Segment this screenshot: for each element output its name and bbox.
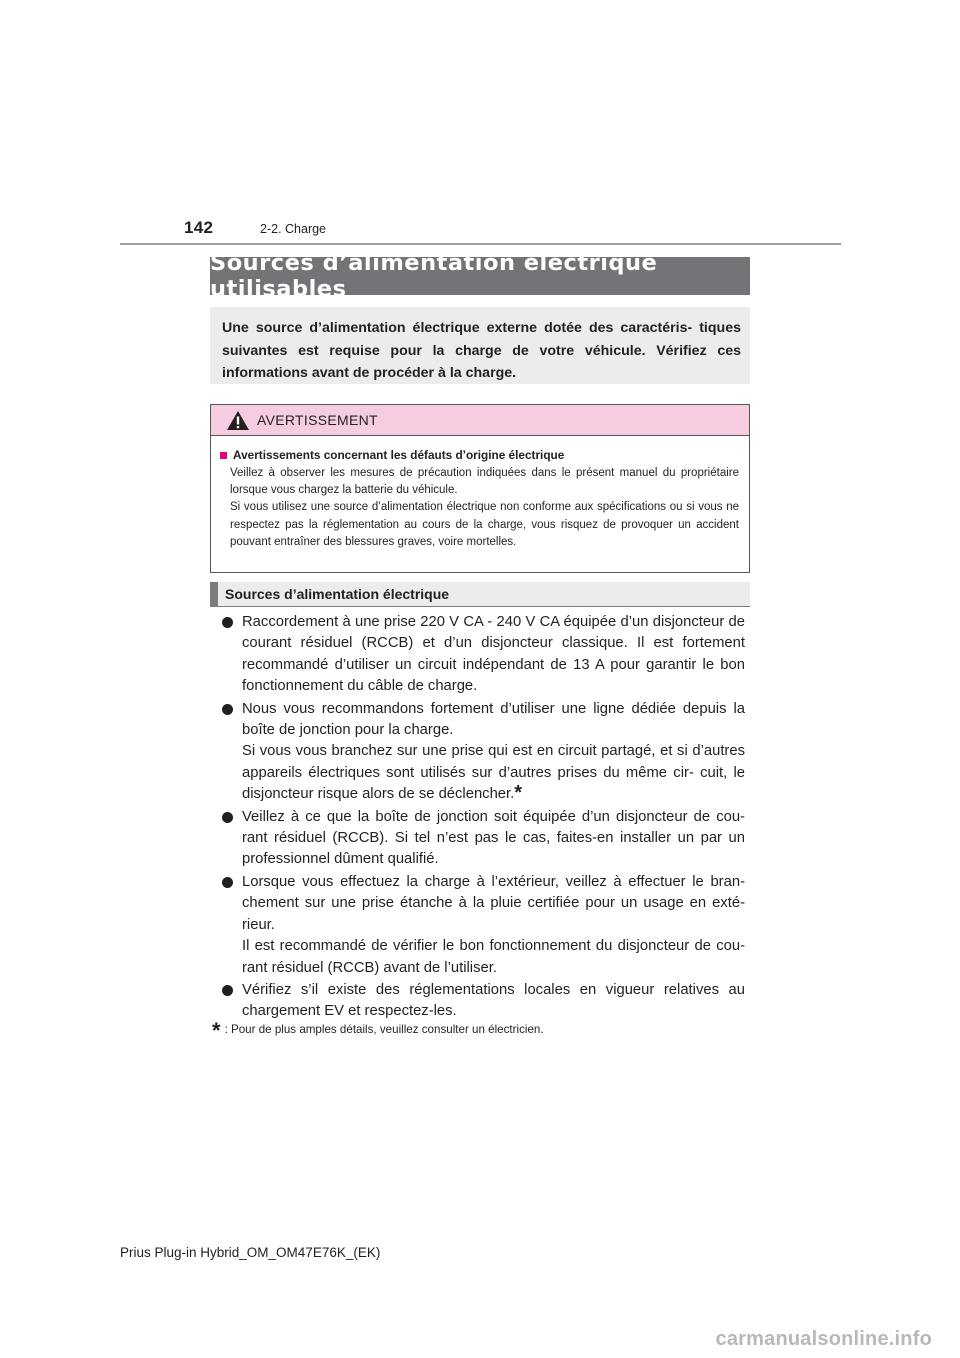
section-label: 2-2. Charge	[260, 222, 327, 236]
warning-title: AVERTISSEMENT	[257, 412, 378, 428]
bullet-dot-icon	[222, 812, 233, 823]
watermark: carmanualsonline.info	[715, 1328, 932, 1350]
header-rule	[120, 243, 841, 245]
subsection-marker	[210, 582, 218, 607]
list-item	[222, 980, 745, 1023]
list-item	[222, 872, 745, 979]
footer-model: Prius Plug-in Hybrid_OM_OM47E76K_(EK)	[120, 1245, 381, 1260]
intro-text: Une source d’alimentation électrique externe dotée des caractéris- tiques suivantes est requise pour la charge de votre véhicule. Vérifiez ces informations avant de procéder à la charge.	[222, 320, 741, 381]
list-item-text: Lorsque vous effectuez la charge à l’extérieur, veillez à effectuer le bran- chement sur une prise étanche à la pluie certifiée pour un usage en exté- rieur.	[242, 873, 745, 933]
footnote: * : Pour de plus amples détails, veuillez consulter un électricien.	[212, 1017, 544, 1043]
subsection-heading	[210, 582, 750, 607]
intro-box	[210, 307, 750, 384]
square-bullet-icon	[220, 452, 227, 459]
list-item-text-continued	[242, 741, 745, 805]
list-item-text: Nous vous recommandons fortement d’utiliser une ligne dédiée depuis la boîte de jonction pour la charge.	[242, 700, 745, 739]
warning-body	[211, 436, 749, 551]
warning-subhead	[220, 448, 739, 462]
subsection-label: Sources d’alimentation électrique	[225, 586, 450, 602]
warning-header	[211, 405, 749, 436]
list-item	[222, 699, 745, 806]
list-item	[222, 807, 745, 871]
warning-paragraph-2: Si vous utilisez une source d’alimentation électrique non conforme aux spécifications ou si vous ne respectez pas la réglementation au cours de la charge, vous risquez de provoquer un accident pouvant entraîner des blessures graves, voire mortelles.	[230, 501, 739, 548]
list-item-text-continued: Il est recommandé de vérifier le bon fonctionnement du disjoncteur de cou- rant résiduel (RCCB) avant de l’utiliser.	[242, 938, 745, 976]
list-item-text: Vérifiez s’il existe des réglementations locales en vigueur relatives au chargement EV et respectez-les.	[242, 981, 745, 1020]
list-item-text: Veillez à ce que la boîte de jonction soit équipée d’un disjoncteur de cou- rant résiduel (RCCB). Si tel n’est pas le cas, faites-en installer un par un professionnel dûment qualifié.	[242, 808, 745, 868]
bullet-dot-icon	[222, 877, 233, 888]
bullet-dot-icon	[222, 985, 233, 996]
footnote-mark: *	[514, 782, 523, 805]
warning-subhead-text: Avertissements concernant les défauts d’origine électrique	[233, 448, 565, 462]
list-item	[222, 612, 745, 698]
footnote-text: : Pour de plus amples détails, veuillez consulter un électricien.	[224, 1023, 544, 1036]
bullet-dot-icon	[222, 617, 233, 628]
page-number: 142	[184, 218, 214, 237]
page-title: Sources d’alimentation électrique utilisables	[210, 250, 658, 302]
warning-box	[210, 404, 750, 573]
list-item-text: Raccordement à une prise 220 V CA - 240 V CA équipée d’un disjoncteur de courant résiduel (RCCB) et d’un disjoncteur classique. Il est fortement recommandé d’utiliser un circuit indépendant de 13 A pour garantir le bon fonctionnement du câble de charge.	[242, 614, 745, 695]
bullet-list	[222, 612, 745, 1024]
title-bar	[210, 250, 750, 302]
warning-triangle-icon	[227, 411, 249, 430]
list-item-text-2: Si vous vous branchez sur une prise qui est en circuit partagé, et si d’autres appareils électriques sont utilisés sur d’autres prises du même cir- cuit, le disjoncteur risque alors de se déclencher.	[242, 743, 745, 803]
bullet-dot-icon	[222, 704, 233, 715]
warning-paragraph-1: Veillez à observer les mesures de précaution indiquées dans le présent manuel du propriétaire lorsque vous chargez la batterie du véhicule.	[230, 467, 739, 497]
